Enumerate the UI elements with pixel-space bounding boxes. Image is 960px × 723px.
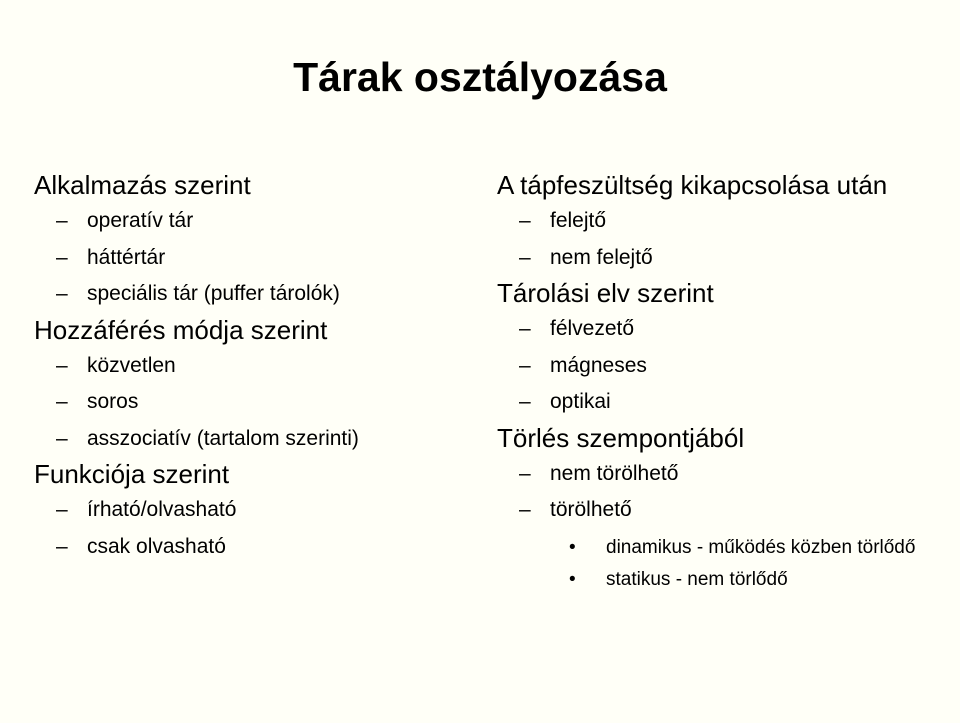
- list-item-text: háttértár: [87, 245, 166, 269]
- dash-marker: –: [56, 498, 68, 521]
- list-item: [34, 203, 474, 240]
- list-item-text: speciális tár (puffer tárolók): [87, 282, 340, 305]
- list-item-text: félvezető: [550, 317, 635, 340]
- list-item-text: nem felejtő: [550, 245, 653, 269]
- list-item-text: törölhető: [550, 498, 632, 521]
- dash-marker: –: [56, 245, 68, 269]
- list-item-text: operatív tár: [87, 209, 194, 232]
- category-heading: Alkalmazás szerint: [34, 170, 251, 200]
- dash-marker: –: [519, 353, 531, 377]
- dash-marker: –: [56, 390, 68, 413]
- category-heading: Tárolási elv szerint: [497, 278, 714, 308]
- list-item: [497, 384, 947, 421]
- dash-marker: –: [56, 353, 68, 377]
- dash-marker: –: [56, 282, 68, 305]
- list-item: [497, 203, 947, 240]
- sub-list-item-text: statikus - nem törlődő: [606, 568, 788, 590]
- dash-marker: –: [56, 209, 68, 232]
- dash-marker: –: [56, 426, 68, 450]
- dash-marker: –: [519, 498, 531, 521]
- list-item: [34, 240, 474, 277]
- right-column: [497, 168, 947, 591]
- list-item-text: csak olvasható: [87, 534, 226, 558]
- list-item-text: nem törölhető: [550, 461, 679, 485]
- list-item-text: mágneses: [550, 353, 647, 377]
- dash-marker: –: [519, 390, 531, 413]
- sub-list-item: [497, 569, 947, 591]
- list-item: [497, 348, 947, 385]
- bullet-marker: •: [569, 536, 576, 558]
- list-item: [34, 492, 474, 529]
- slide-title: Tárak osztályozása: [293, 54, 667, 100]
- dash-marker: –: [519, 317, 531, 340]
- category-heading: Hozzáférés módja szerint: [34, 314, 328, 345]
- list-item-text: írható/olvasható: [87, 498, 237, 521]
- list-item: [34, 421, 474, 458]
- list-item-text: optikai: [550, 390, 611, 413]
- dash-marker: –: [519, 245, 531, 269]
- list-item: [34, 384, 474, 421]
- list-item: [34, 348, 474, 385]
- list-item-text: közvetlen: [87, 353, 176, 377]
- category-heading: Funkciója szerint: [34, 459, 230, 489]
- sub-list-item: [497, 537, 947, 559]
- list-item: [497, 456, 947, 493]
- category-heading: Törlés szempontjából: [497, 422, 745, 453]
- list-item-text: felejtő: [550, 209, 607, 232]
- list-item: [34, 529, 474, 566]
- list-item-text: asszociatív (tartalom szerinti): [87, 426, 359, 450]
- category-heading: A tápfeszültség kikapcsolása után: [497, 170, 888, 200]
- left-column: [34, 168, 474, 565]
- bullet-marker: •: [569, 568, 576, 590]
- list-item: [34, 276, 474, 313]
- dash-marker: –: [519, 461, 531, 485]
- dash-marker: –: [56, 534, 68, 558]
- dash-marker: –: [519, 209, 531, 232]
- list-item: [497, 492, 947, 529]
- list-item-text: soros: [87, 390, 139, 413]
- sub-list-item-text: dinamikus - működés közben törlődő: [606, 536, 916, 558]
- list-item: [497, 311, 947, 348]
- list-item: [497, 240, 947, 277]
